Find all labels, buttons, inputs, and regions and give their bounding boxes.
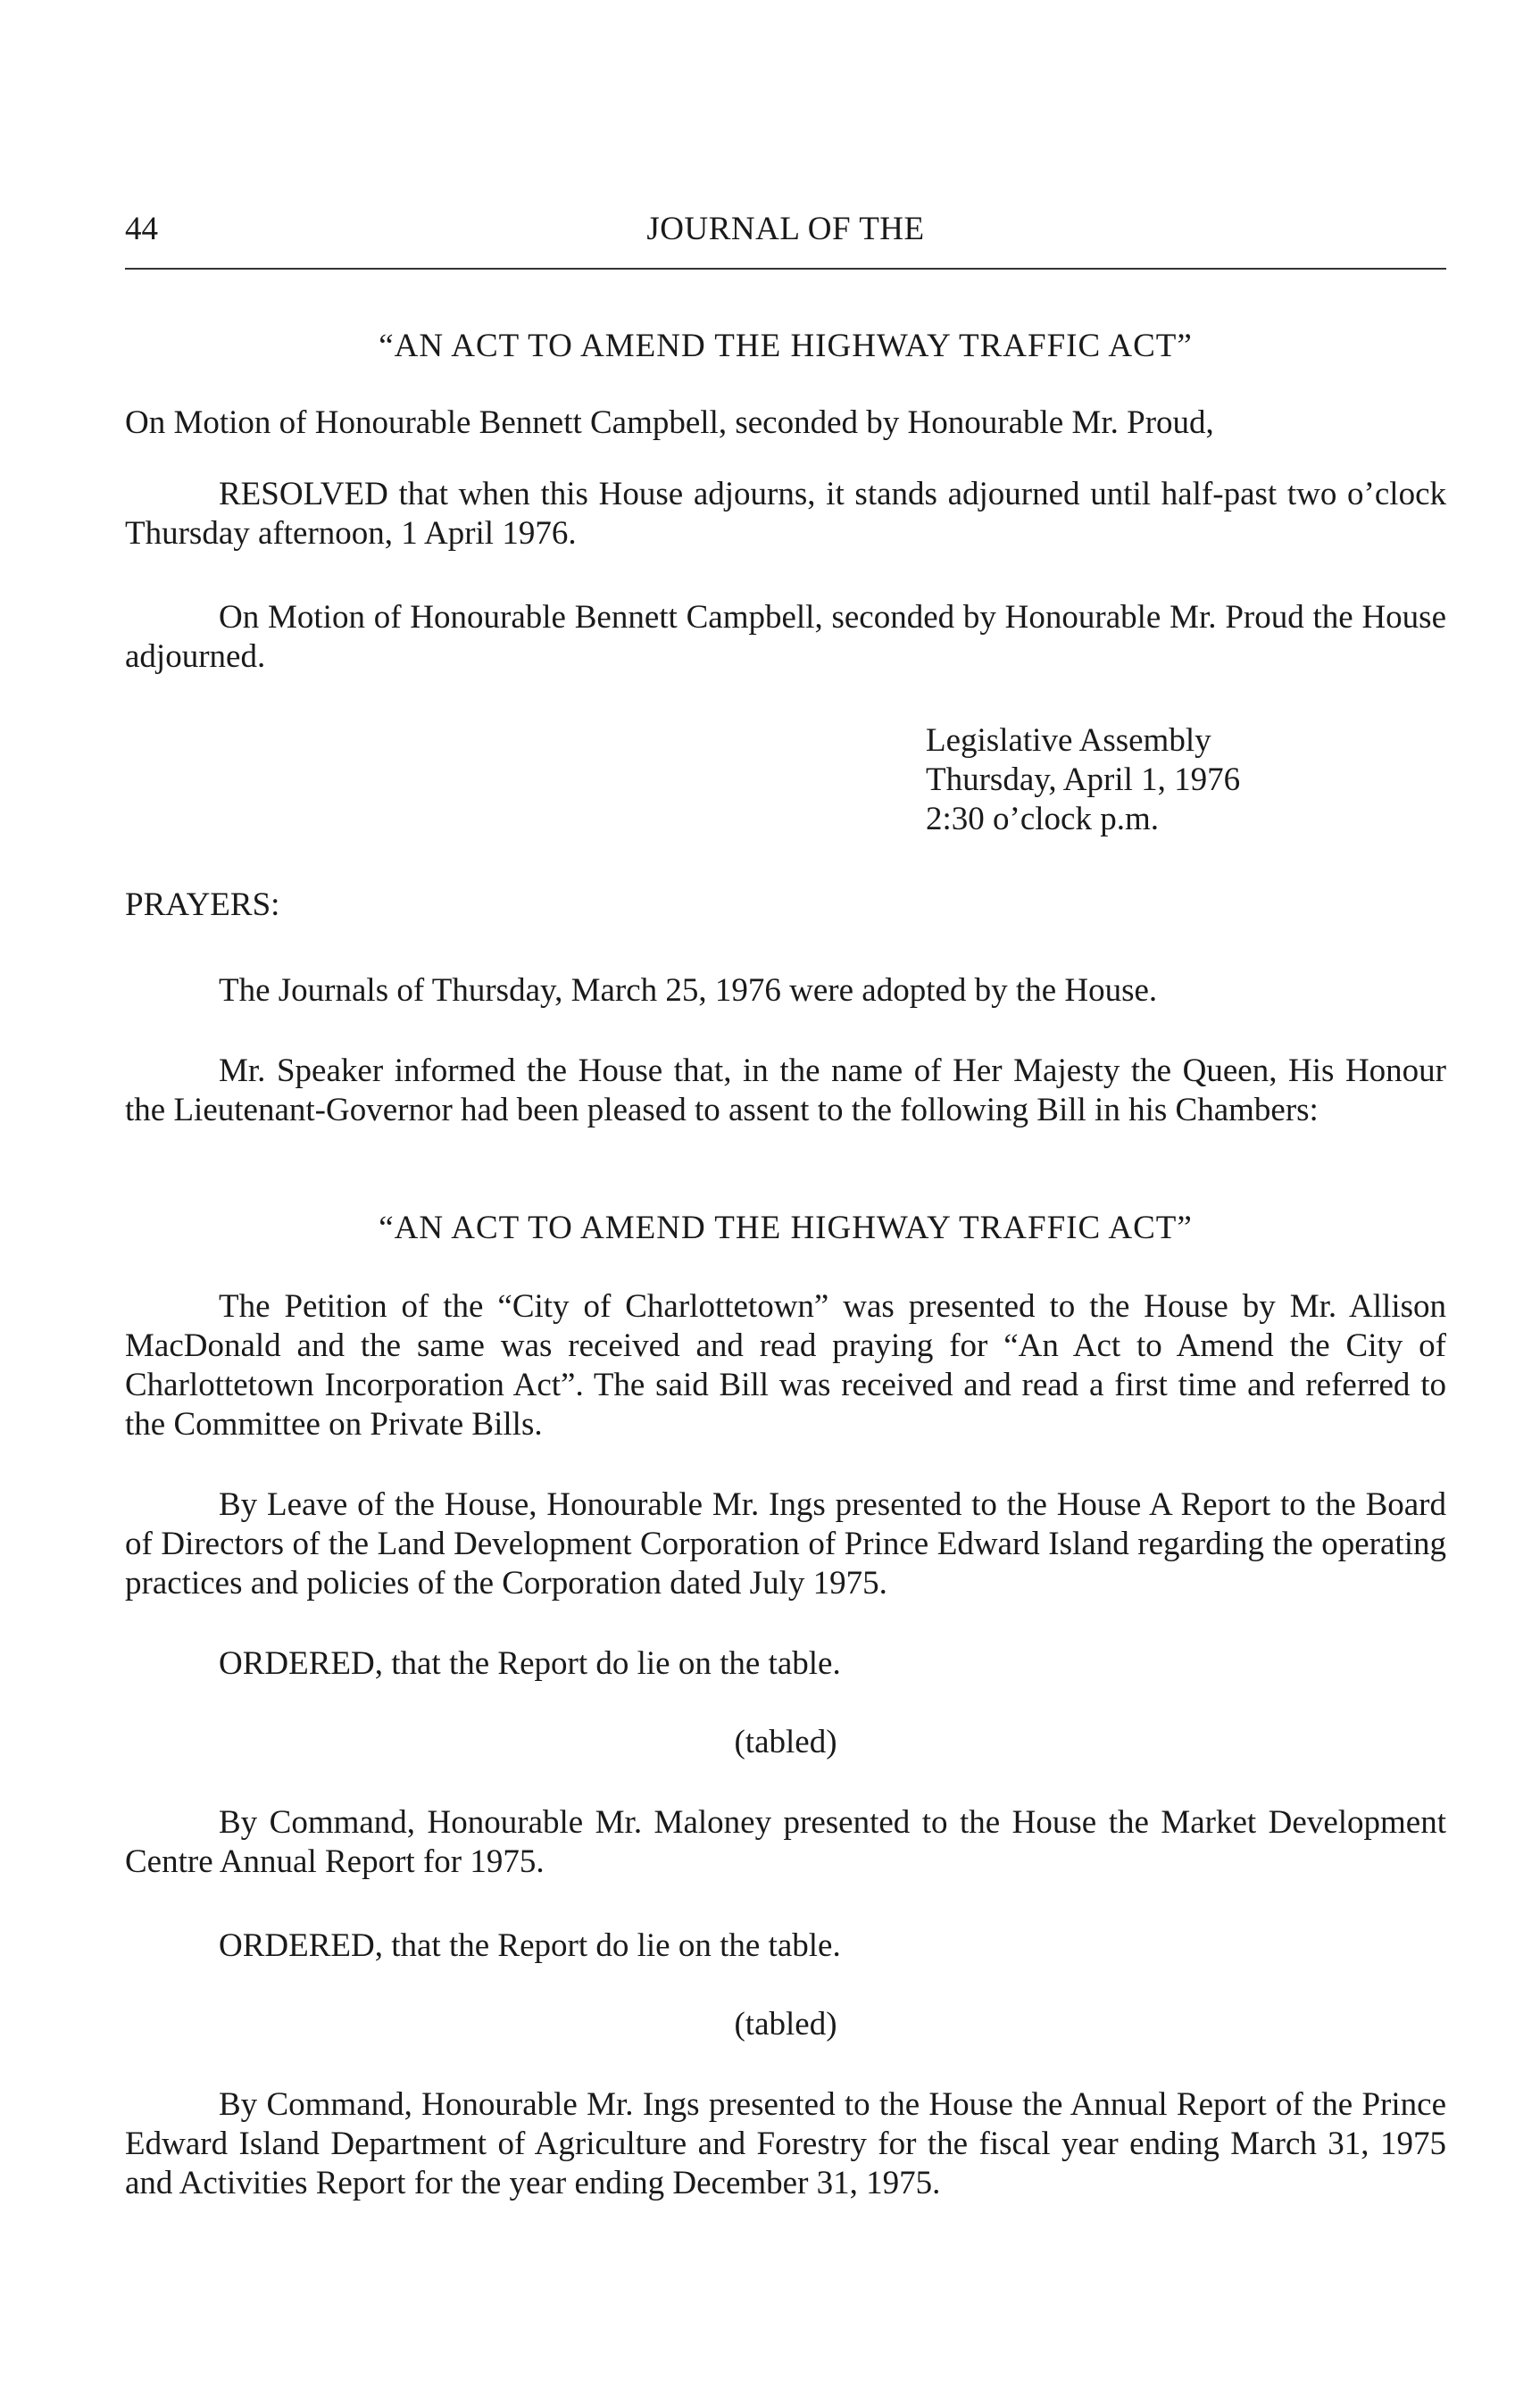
command-paragraph: By Command, Honourable Mr. Maloney presented to the House the Market Development Centre Annual Report for 1975. xyxy=(125,1804,1446,1880)
petition-paragraph: The Petition of the “City of Charlottetown” was presented to the House by Mr. Allison MacDonald and the same was received and read praying for “An Act to Amend the City of Charlottetown Incorporation Act”. The said Bill was received and read a first time and referred to the Committee on Private Bills. xyxy=(125,1288,1446,1443)
resolved-paragraph: RESOLVED that when this House adjourns, it stands adjourned until half-past two o’clock Thursday afternoon, 1 April 1976. xyxy=(125,476,1446,552)
act-title: “AN ACT TO AMEND THE HIGHWAY TRAFFIC ACT” xyxy=(379,328,1193,364)
tabled-note: (tabled) xyxy=(734,2006,837,2043)
leave-paragraph: By Leave of the House, Honourable Mr. Ings presented to the House A Report to the Board of Directors of the Land Development Corporation of Prince Edward Island regarding the operating practices and policies of the Corporation dated July 1975. xyxy=(125,1486,1446,1602)
command-paragraph: By Command, Honourable Mr. Ings presented to the House the Annual Report of the Prince Edward Island Department of Agriculture and Forestry for the fiscal year ending March 31, 1975 and Activities Report for the year ending December 31, 1975. xyxy=(125,2086,1446,2201)
dateline-assembly: Legislative Assembly xyxy=(926,722,1211,759)
page-number: 44 xyxy=(125,211,158,247)
ordered-paragraph: ORDERED, that the Report do lie on the table. xyxy=(219,1927,841,1964)
journals-paragraph: The Journals of Thursday, March 25, 1976 were adopted by the House. xyxy=(219,972,1158,1009)
header-rule xyxy=(125,268,1446,270)
act-title: “AN ACT TO AMEND THE HIGHWAY TRAFFIC ACT” xyxy=(379,1210,1193,1246)
dateline-date: Thursday, April 1, 1976 xyxy=(926,761,1241,798)
running-head: JOURNAL OF THE xyxy=(646,211,925,247)
motion-paragraph: On Motion of Honourable Bennett Campbell, seconded by Honourable Mr. Proud, xyxy=(125,404,1214,441)
adjournment-paragraph: On Motion of Honourable Bennett Campbell, seconded by Honourable Mr. Proud the House adjourned. xyxy=(125,599,1446,675)
page-header xyxy=(125,207,1446,252)
ordered-paragraph: ORDERED, that the Report do lie on the table. xyxy=(219,1645,841,1682)
speaker-paragraph: Mr. Speaker informed the House that, in the name of Her Majesty the Queen, His Honour the Lieutenant-Governor had been pleased to assent to the following Bill in his Chambers: xyxy=(125,1053,1446,1128)
prayers-heading: PRAYERS: xyxy=(125,886,280,923)
tabled-note: (tabled) xyxy=(734,1724,837,1760)
sitting-dateline xyxy=(926,721,1426,839)
dateline-time: 2:30 o’clock p.m. xyxy=(926,801,1160,837)
